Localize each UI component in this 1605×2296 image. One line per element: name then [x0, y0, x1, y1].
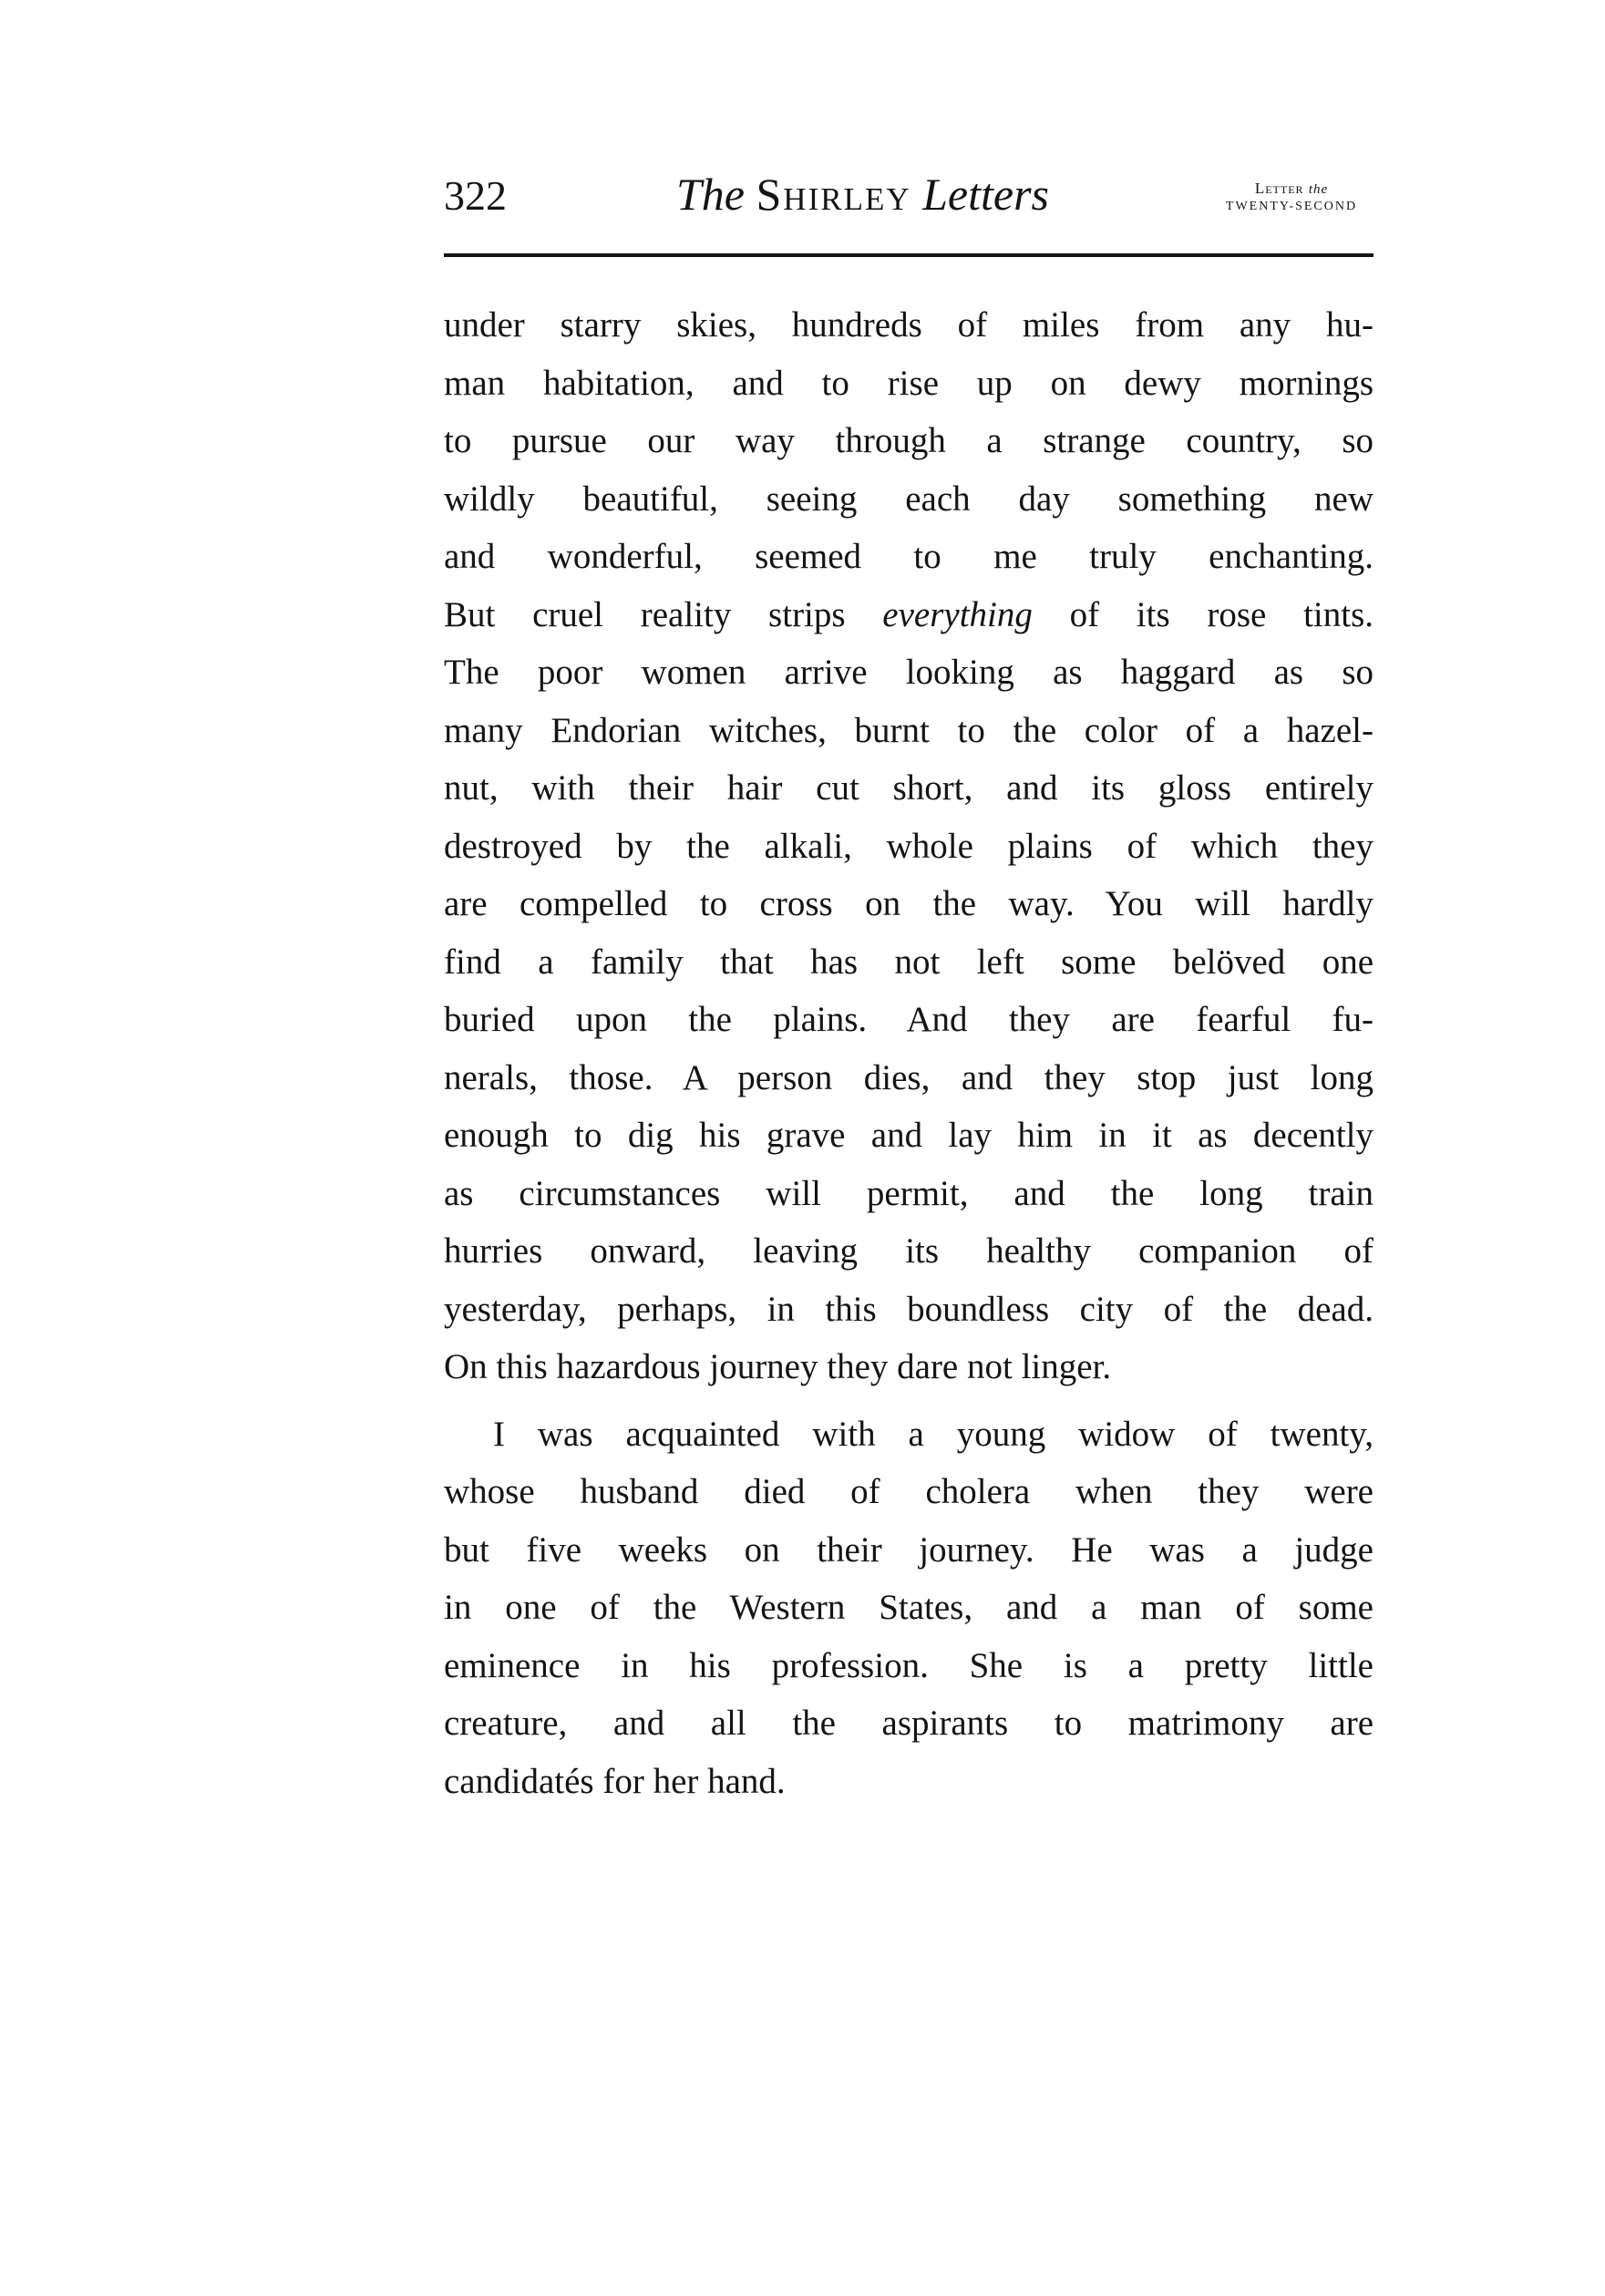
text-line: [444, 1637, 1374, 1695]
line-text: man habitation, and to rise up on dewy mornings: [444, 363, 1374, 403]
line-text: eminence in his profession. She is a pretty little: [444, 1645, 1374, 1685]
running-title-letters: Letters: [922, 169, 1050, 220]
running-header: [444, 153, 1374, 235]
text-line: [444, 1281, 1374, 1339]
text-line: [444, 643, 1374, 702]
body-text: [444, 296, 1374, 1810]
text-line: [444, 470, 1374, 529]
page-number: 322: [444, 172, 507, 219]
line-text: wildly beautiful, seeing each day something new: [444, 479, 1374, 519]
text-line: [444, 1165, 1374, 1223]
running-title-shirley: Shirley: [756, 169, 911, 220]
letter-ordinal: TWENTY-SECOND: [1225, 200, 1358, 213]
line-text: destroyed by the alkali, whole plains of which they: [444, 826, 1374, 866]
running-title-the: The: [676, 169, 745, 220]
line-text: of its rose tints.: [1032, 594, 1374, 634]
line-text: nut, with their hair cut short, and its gloss entirely: [444, 768, 1374, 808]
line-text: to pursue our way through a strange country, so: [444, 421, 1374, 460]
text-line: [444, 933, 1374, 992]
paragraph-gap: [444, 1396, 1374, 1405]
letter-word: Letter: [1254, 180, 1304, 197]
line-text: The poor women arrive looking as haggard as so: [444, 653, 1374, 692]
text-line: [444, 702, 1374, 760]
line-text: but five weeks on their journey. He was a judge: [444, 1529, 1374, 1570]
line-text: and wonderful, seemed to me truly enchanting.: [444, 537, 1374, 576]
text-line: [444, 1049, 1374, 1107]
line-text: as circumstances will permit, and the long train: [444, 1173, 1374, 1213]
line-text: On this hazardous journey they dare not linger.: [444, 1347, 1112, 1386]
line-text: yesterday, perhaps, in this boundless city of the dead.: [444, 1289, 1374, 1329]
text-line: [444, 759, 1374, 818]
emphasized-text: everything: [882, 594, 1033, 634]
line-text: candidatés for her hand.: [444, 1761, 786, 1801]
text-line: [444, 355, 1374, 413]
paragraph-1: [444, 296, 1374, 1396]
text-line: [444, 1405, 1374, 1464]
text-line: [444, 528, 1374, 586]
line-text: in one of the Western States, and a man of some: [444, 1588, 1374, 1627]
text-line: [444, 875, 1374, 933]
text-line: [444, 296, 1374, 355]
line-text: creature, and all the aspirants to matrimony are: [444, 1704, 1374, 1743]
text-line: [444, 991, 1374, 1049]
line-text: hurries onward, leaving its healthy companion of: [444, 1231, 1374, 1271]
header-rule: [444, 253, 1374, 257]
text-line: [444, 1579, 1374, 1637]
line-text: I was acquainted with a young widow of twenty,: [493, 1414, 1374, 1454]
running-title: [676, 169, 1050, 220]
line-text: under starry skies, hundreds of miles from any hu-: [444, 305, 1374, 345]
text-line: [444, 412, 1374, 470]
line-text: whose husband died of cholera when they were: [444, 1472, 1374, 1511]
text-line: [444, 586, 1374, 644]
paragraph-2: [444, 1405, 1374, 1811]
text-line: [444, 1463, 1374, 1521]
line-text: find a family that has not left some belöved one: [444, 942, 1374, 982]
line-text: enough to dig his grave and lay him in it as decently: [444, 1116, 1374, 1155]
text-line: [444, 1521, 1374, 1580]
line-text: are compelled to cross on the way. You will hardly: [444, 884, 1374, 923]
text-line: [444, 1753, 1374, 1811]
line-text: buried upon the plains. And they are fearful fu-: [444, 1000, 1374, 1039]
text-line: [444, 1694, 1374, 1753]
text-line: [444, 1222, 1374, 1281]
line-text: many Endorian witches, burnt to the color of a hazel-: [444, 710, 1374, 750]
text-line: [444, 1338, 1374, 1396]
line-text: nerals, those. A person dies, and they stop just long: [444, 1057, 1374, 1097]
text-line: [444, 818, 1374, 876]
letter-the-word: the: [1308, 182, 1329, 197]
text-line: [444, 1107, 1374, 1165]
line-text: But cruel reality strips: [444, 594, 883, 634]
letter-label-top: [1205, 180, 1378, 197]
letter-label: [1205, 180, 1378, 213]
